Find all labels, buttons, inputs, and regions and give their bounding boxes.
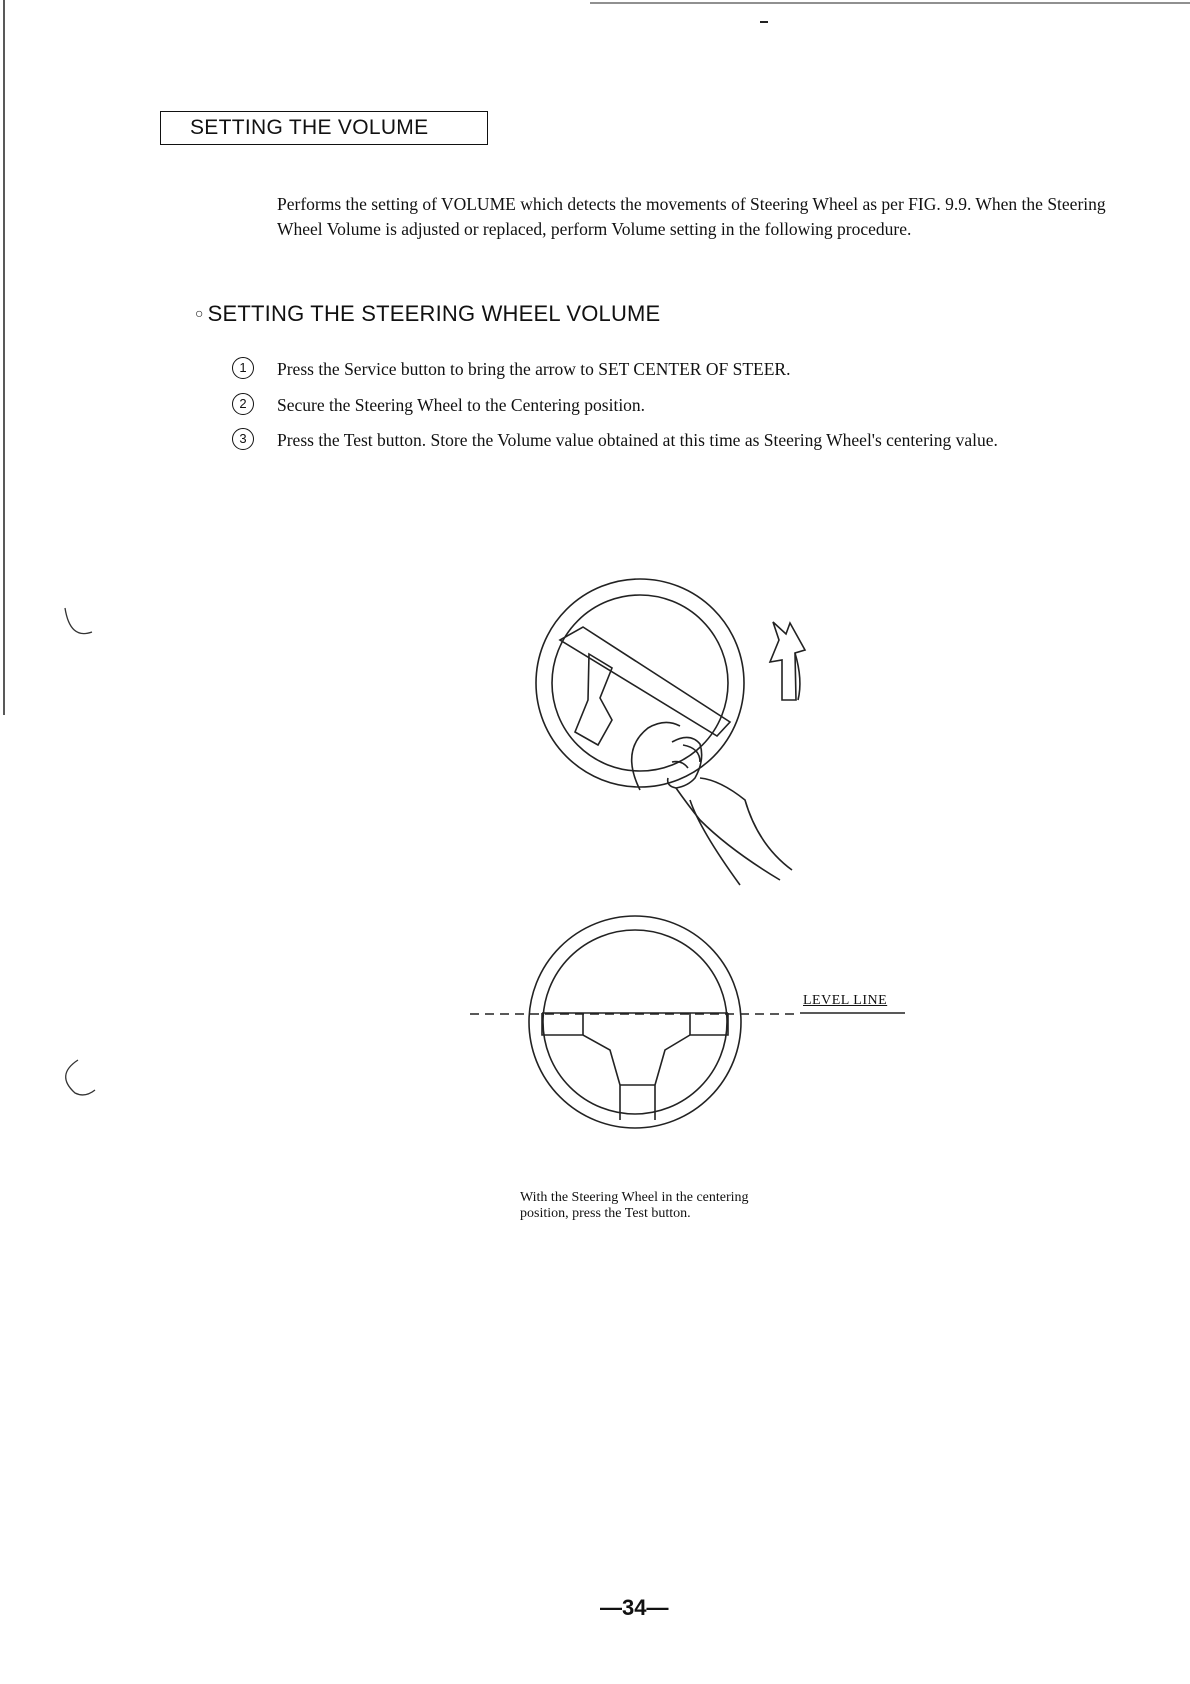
step-item bbox=[232, 393, 1112, 421]
page-number: —34— bbox=[600, 1595, 669, 1620]
subsection-heading bbox=[195, 301, 660, 327]
step-number: 1 bbox=[232, 357, 254, 379]
section-title-box bbox=[160, 111, 488, 145]
steering-wheel-turning-illustration bbox=[536, 579, 805, 885]
step-number: 3 bbox=[232, 428, 254, 450]
step-item bbox=[232, 357, 1112, 385]
figure-caption: With the Steering Wheel in the centering position, press the Test button. bbox=[520, 1190, 749, 1221]
binding-hole-bottom bbox=[66, 1060, 95, 1095]
level-line-label: LEVEL LINE bbox=[803, 993, 888, 1008]
subsection-title: SETTING THE STEERING WHEEL VOLUME bbox=[207, 301, 661, 326]
step-text: Secure the Steering Wheel to the Centering position. bbox=[277, 395, 646, 415]
intro-paragraph: Performs the setting of VOLUME which detects the movements of Steering Wheel as per FIG. 9.9. When the Steering Wheel Volume is adjusted or replaced, perform Volume setting in the following procedure. bbox=[277, 194, 1106, 239]
bullet-icon: ○ bbox=[195, 305, 204, 321]
step-text: Press the Service button to bring the arrow to SET CENTER OF STEER. bbox=[277, 359, 791, 379]
step-item bbox=[232, 428, 1112, 480]
step-number: 2 bbox=[232, 393, 254, 415]
step-text: Press the Test button. Store the Volume value obtained at this time as Steering Wheel's centering value. bbox=[277, 430, 998, 450]
section-title: SETTING THE VOLUME bbox=[190, 116, 429, 139]
binding-hole-top bbox=[65, 608, 92, 634]
steering-wheel-centered-illustration bbox=[529, 916, 741, 1128]
